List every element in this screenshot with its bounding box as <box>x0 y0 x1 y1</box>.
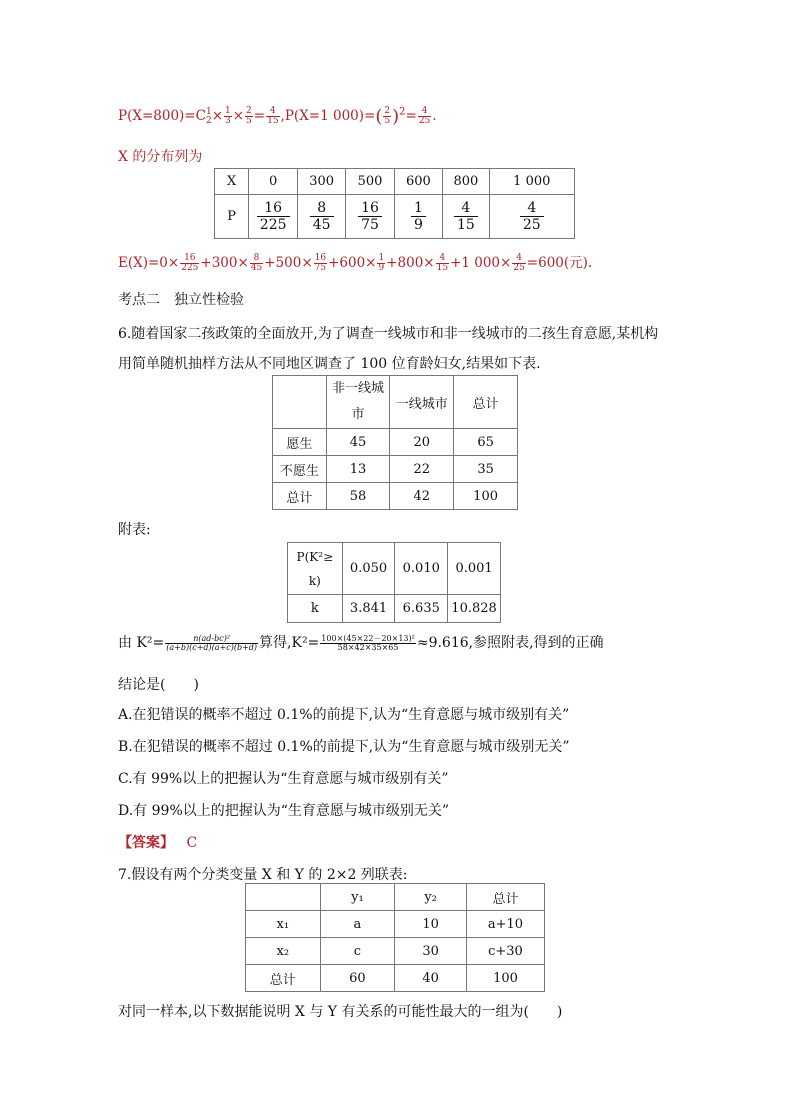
table-cell <box>288 543 343 595</box>
frac-num: 1 <box>225 106 231 116</box>
fraction <box>411 200 426 233</box>
table-row <box>246 938 545 965</box>
paren-close: ) <box>392 106 400 127</box>
fraction <box>377 254 385 273</box>
table-cell: P <box>215 195 249 239</box>
frac-den: 225 <box>181 263 199 273</box>
frac-den: 5 <box>246 116 252 126</box>
table-cell <box>346 195 394 239</box>
frac-num: 8 <box>317 200 327 216</box>
calc-text: E(X)=0× <box>118 255 180 271</box>
fraction <box>257 200 290 233</box>
table-cell: 0.001 <box>448 543 501 595</box>
answer-value: C <box>186 835 198 851</box>
header-text: 市 <box>351 407 365 422</box>
table-row <box>246 884 545 911</box>
frac-den: 9 <box>378 263 385 273</box>
comb-sub: 2 <box>205 115 212 126</box>
table-cell: 30 <box>395 938 467 965</box>
question-6-end: 结论是( ) <box>118 677 199 693</box>
fraction <box>224 107 232 126</box>
calc-text: +600× <box>328 255 377 271</box>
table-cell: 10.828 <box>448 595 501 623</box>
table-header-cell: 总计 <box>454 376 518 429</box>
frac-num: 4 <box>439 253 446 263</box>
frac-num: 2 <box>384 106 391 116</box>
fraction <box>245 107 253 126</box>
frac-den: 25 <box>520 216 544 233</box>
table-cell: 10 <box>395 911 467 938</box>
fraction <box>320 635 416 652</box>
fraction <box>383 107 391 126</box>
table-cell: X <box>215 169 249 195</box>
fraction <box>180 254 199 273</box>
paren-open: ( <box>375 106 383 127</box>
table-cell: 不愿生 <box>273 456 327 483</box>
probability-calc-line <box>118 106 437 127</box>
table-cell <box>394 195 442 239</box>
frac-num: 4 <box>516 253 522 263</box>
exponent: 2 <box>399 106 406 118</box>
table-cell: 0.050 <box>342 543 395 595</box>
frac-den: 75 <box>314 263 327 273</box>
expectation-line <box>118 251 592 273</box>
option-c: C.有 99%以上的把握认为“生育意愿与城市级别有关” <box>118 771 449 787</box>
table-row <box>273 483 518 510</box>
table-row <box>273 429 518 456</box>
header-text: 非一线城 <box>332 381 385 396</box>
fraction <box>418 107 431 126</box>
calc-text: = <box>405 108 417 124</box>
table-header-cell: y₂ <box>395 884 467 911</box>
frac-num: n(ad-bc)² <box>193 633 231 643</box>
option-b: B.在犯错误的概率不超过 0.1%的前提下,认为“生育意愿与城市级别无关” <box>118 739 570 755</box>
table-row <box>215 169 575 195</box>
frac-num: 16 <box>264 200 283 216</box>
frac-den: 15 <box>267 116 279 126</box>
frac-den: 25 <box>418 116 431 126</box>
table-cell: x₁ <box>246 911 321 938</box>
table-cell: 6.635 <box>395 595 448 623</box>
question-7-stem: 7.假设有两个分类变量 X 和 Y 的 2×2 列联表: <box>118 867 408 883</box>
table-cell: 500 <box>346 169 394 195</box>
table-cell: 35 <box>454 456 518 483</box>
table-cell: c <box>320 938 395 965</box>
calc-text: +1 000× <box>450 255 512 271</box>
calc-text: = <box>253 108 266 124</box>
table-cell <box>489 195 574 239</box>
table-cell: c+30 <box>466 938 544 965</box>
fraction <box>436 254 449 273</box>
frac-den: (a+b)(c+d)(a+c)(b+d) <box>166 642 258 652</box>
fraction <box>310 200 334 233</box>
frac-num: 4 <box>421 106 428 116</box>
table-cell: 3.841 <box>342 595 395 623</box>
calc-text: . <box>432 108 437 124</box>
table-row <box>246 911 545 938</box>
calc-text: × <box>211 108 223 124</box>
table-cell <box>443 195 489 239</box>
table-cell: 42 <box>390 483 454 510</box>
frac-num: 4 <box>461 200 471 216</box>
table-row <box>288 595 501 623</box>
appendix-table <box>287 542 501 623</box>
table-cell: 600 <box>394 169 442 195</box>
comb-sup: 1 <box>205 106 212 117</box>
calc-text: =600(元). <box>526 255 593 271</box>
frac-den: 58×42×35×65 <box>320 643 416 652</box>
contingency-table <box>272 375 518 510</box>
calc-text: × <box>232 108 245 124</box>
distribution-intro: X 的分布列为 <box>118 149 203 165</box>
calc-text: +300× <box>200 255 249 271</box>
table-row <box>215 195 575 239</box>
formula-text: ≈9.616,参照附表,得到的正确 <box>416 635 604 651</box>
question-6-line1: 6.随着国家二孩政策的全面放开,为了调查一线城市和非一线城市的二孩生育意愿,某机构 <box>118 326 659 342</box>
frac-den: 15 <box>436 263 449 273</box>
table-cell: 22 <box>390 456 454 483</box>
frac-num: 16 <box>314 253 327 263</box>
frac-num: 16 <box>361 200 379 216</box>
table-cell <box>249 195 298 239</box>
table-cell <box>273 376 327 429</box>
table-cell: a <box>320 911 395 938</box>
table-cell: 20 <box>390 429 454 456</box>
table-row <box>273 456 518 483</box>
table-cell: 总计 <box>246 965 321 992</box>
answer-line <box>118 832 197 852</box>
table-header-cell: 总计 <box>466 884 544 911</box>
frac-den: 45 <box>250 263 263 273</box>
option-a: A.在犯错误的概率不超过 0.1%的前提下,认为“生育意愿与城市级别有关” <box>118 707 570 723</box>
answer-label: 【答案】 <box>118 835 174 851</box>
contingency-table-2x2 <box>245 883 545 992</box>
fraction <box>512 254 525 273</box>
calc-text: +800× <box>386 255 435 271</box>
cell-text: P(K²≥ <box>296 549 334 564</box>
fraction <box>520 200 544 233</box>
frac-den: 75 <box>358 216 382 233</box>
distribution-table <box>214 168 575 239</box>
fraction <box>250 254 263 273</box>
question-6-line2: 用简单随机抽样方法从不同地区调查了 100 位育龄妇女,结果如下表. <box>118 356 541 372</box>
frac-den: 25 <box>513 263 525 273</box>
frac-num: 1 <box>378 253 385 263</box>
fraction <box>165 635 258 652</box>
calc-text: +500× <box>264 255 313 271</box>
frac-den: 9 <box>411 216 426 233</box>
table-cell: 100 <box>454 483 518 510</box>
table-cell: 100 <box>466 965 544 992</box>
table-cell: 58 <box>326 483 390 510</box>
frac-num: 8 <box>253 253 260 263</box>
table-cell <box>246 884 321 911</box>
table-cell: 40 <box>395 965 467 992</box>
frac-num: 16 <box>184 253 196 263</box>
fraction <box>314 254 327 273</box>
frac-den: 15 <box>454 216 478 233</box>
frac-num: 4 <box>527 200 537 216</box>
frac-den: 45 <box>310 216 334 233</box>
frac-num: 4 <box>269 106 276 116</box>
table-cell: 800 <box>443 169 489 195</box>
k-squared-formula <box>118 632 604 652</box>
table-cell: 总计 <box>273 483 327 510</box>
frac-num: 2 <box>246 106 252 116</box>
question-7-prompt: 对同一样本,以下数据能说明 X 与 Y 有关系的可能性最大的一组为( ) <box>118 1004 563 1020</box>
frac-den: 225 <box>257 216 290 233</box>
table-row <box>288 543 501 595</box>
table-cell: 13 <box>326 456 390 483</box>
option-d: D.有 99%以上的把握认为“生育意愿与城市级别无关” <box>118 803 450 819</box>
table-cell: 300 <box>297 169 345 195</box>
section-heading: 考点二 独立性检验 <box>118 292 244 308</box>
table-cell: 0 <box>249 169 298 195</box>
table-cell: a+10 <box>466 911 544 938</box>
frac-den: 3 <box>225 116 231 126</box>
table-header-cell <box>326 376 390 429</box>
appendix-label: 附表: <box>118 522 151 538</box>
calc-text: P(X=800)=C <box>118 108 206 124</box>
table-cell: x₂ <box>246 938 321 965</box>
table-cell: 愿生 <box>273 429 327 456</box>
fraction <box>454 200 478 233</box>
table-cell: k <box>288 595 343 623</box>
frac-num: 1 <box>413 200 423 216</box>
frac-num: 100×(45×22－20×13)² <box>321 633 415 643</box>
table-cell: 65 <box>454 429 518 456</box>
formula-text: 由 K²= <box>118 635 165 651</box>
table-cell: 45 <box>326 429 390 456</box>
cell-text: k) <box>308 573 321 588</box>
table-row <box>246 965 545 992</box>
formula-text: 算得,K²= <box>259 635 320 651</box>
table-cell <box>297 195 345 239</box>
table-header-cell: 一线城市 <box>390 376 454 429</box>
table-cell: 1 000 <box>489 169 574 195</box>
fraction <box>266 107 279 126</box>
frac-den: 5 <box>384 116 391 126</box>
table-row <box>273 376 518 429</box>
table-header-cell: y₁ <box>320 884 395 911</box>
table-cell: 60 <box>320 965 395 992</box>
fraction <box>358 200 382 233</box>
table-cell: 0.010 <box>395 543 448 595</box>
calc-text: ,P(X=1 000)= <box>280 108 376 124</box>
